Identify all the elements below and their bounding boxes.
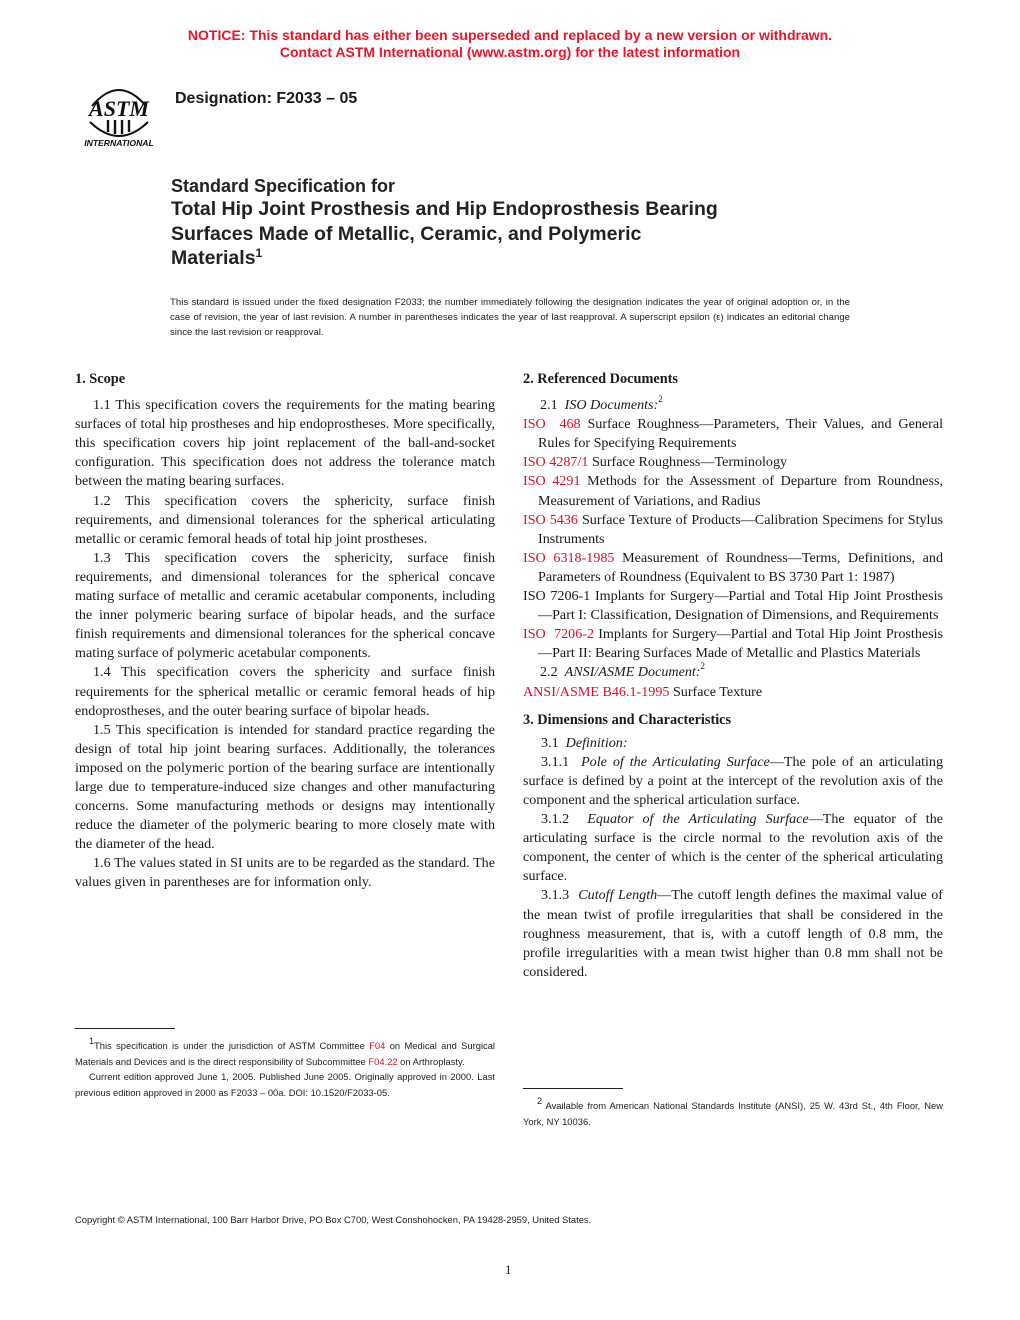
copyright: Copyright © ASTM International, 100 Barr Harbor Drive, PO Box C700, West Conshohocken, PA 19428-2959, United States. xyxy=(75,1214,592,1225)
title-line-3: Surfaces Made of Metallic, Ceramic, and Polymeric xyxy=(171,222,642,245)
dimensions-heading: 3. Dimensions and Characteristics xyxy=(523,711,732,728)
issued-statement: This standard is issued under the fixed designation F2033; the number immediately following the designation indicates the year of original adoption or, in the case of revision, the year of last revision. A number in parentheses indicates the year of last reapproval. A superscript epsilon (ε) indicates an editorial change since the last revision or reapproval. xyxy=(170,297,850,339)
astm-logo xyxy=(78,76,160,148)
link-iso-6318[interactable]: ISO 6318-1985 xyxy=(523,549,615,566)
page-number: 1 xyxy=(505,1262,512,1277)
notice-line-2: Contact ASTM International (www.astm.org) for the latest information xyxy=(279,44,741,60)
link-f04-22[interactable]: F04.22 xyxy=(368,1055,398,1067)
link-ansi-b46[interactable]: ANSI/ASME B46.1-1995 xyxy=(523,683,670,700)
definition-label: 3.1 Definition: xyxy=(541,734,628,751)
title-line-2: Total Hip Joint Prosthesis and Hip Endoprosthesis Bearing xyxy=(171,198,718,220)
fn1-current-edition: Current edition approved June 1, 2005. Published June 2005. Originally approved in 2000. Last previous edition approved in 2000 as F2033 – 00a. DOI: 10.1520/F2033-05. xyxy=(75,1071,495,1098)
link-iso-4291[interactable]: ISO 4291 xyxy=(523,473,581,490)
scope-para-1-2: 1.2 This specification covers the sphericity, surface finish requirements, and dimensional tolerances for the spherical articulating metallic or ceramic femoral heads of total hip joint prostheses. xyxy=(75,492,495,547)
withdrawal-notice xyxy=(0,27,1020,61)
def-3-1-2: 3.1.2 Equator of the Articulating Surface—The equator of the articulating surface is the circle normal to the revolution axis of the component, the center of which is the center of the spherical articulating surface. xyxy=(523,811,944,885)
ref-ansi-b46: ANSI/ASME B46.1-1995 Surface Texture xyxy=(523,683,763,700)
fn1-mark: 1 xyxy=(89,1036,95,1046)
link-iso-7206-2[interactable]: ISO 7206-2 xyxy=(523,626,595,643)
document-title xyxy=(171,175,891,271)
right-column xyxy=(523,370,943,982)
footnote-2: $^2$ Available from American National Standards Institute (ANSI), 25 W. 43rd St., 4th Floor, New York, NY 10036. xyxy=(523,1096,944,1127)
ref-iso-6318: ISO 6318-1985 Measurement of Roundness—Terms, Definitions, and Parameters of Roundness (Equivalent to BS 3730 Part 1: 1987) xyxy=(523,549,944,585)
scope-para-1-1: 1.1 This specification covers the requirements for the mating bearing surfaces of total hip prostheses and hip endoprostheses. More specifically, this specification covers hip joint replacement of the ball-and-socket configuration. This specification does not address the tolerance match between the mating bearing surfaces. xyxy=(75,397,495,490)
scope-para-1-6: 1.6 The values stated in SI units are to be regarded as the standard. The values given in parentheses are for information only. xyxy=(75,855,495,891)
scope-heading: 1. Scope xyxy=(75,371,126,387)
scope-para-1-5: 1.5 This specification is intended for standard practice regarding the design of total hip joint bearing surfaces. Additionally, the tolerances imposed on the polymeric portion of the bearing surface are intentionally large due to temperature-induced size changes and other manufacturing concerns. Some manufacturing methods or designs may intentionally reduce the diameter of the polymeric bearing to more closely mate with the diameter of the head. xyxy=(75,721,495,853)
ref-iso-468: ISO 468 Surface Roughness—Parameters, Their Values, and General Rules for Specifying Requirements xyxy=(523,416,943,452)
scope-para-1-3: 1.3 This specification covers the sphericity, surface finish requirements, and dimensional tolerances for the spherical concave mating surface of metallic and ceramic acetabular components, including the inner polymeric bearing surface of bipolar heads, and the surface finish requirements and dimensional tolerances for the spherical concave mating surface of polymeric acetabular components. xyxy=(75,549,495,662)
ref-iso-7206-2: ISO 7206-2 Implants for Surgery—Partial and Total Hip Joint Prosthesis—Part II: Bearing Surfaces Made of Metallic and Plastics Materials xyxy=(523,626,944,662)
def-3-1-3: 3.1.3 Cutoff Length—The cutoff length defines the maximal value of the mean twist of profile irregularities that shall be considered in the roughness measurement, that is, with a cutoff length of 0.8 mm, the profile irregularities with a mean twist higher than 0.8 mm shall not be considered. xyxy=(523,887,943,980)
designation: Designation: F2033 – 05 xyxy=(175,90,358,107)
iso-documents-label: 2.1 ISO Documents:$^2$ xyxy=(540,394,663,414)
fn2-mark: 2 xyxy=(537,1096,543,1106)
referenced-heading: 2. Referenced Documents xyxy=(523,371,678,387)
ref-iso-7206-1: ISO 7206-1 Implants for Surgery—Partial and Total Hip Joint Prosthesis—Part I: Classification, Designation of Dimensions, and Requirements xyxy=(523,588,943,624)
ref-iso-5436: ISO 5436 Surface Texture of Products—Calibration Specimens for Stylus Instruments xyxy=(523,511,944,547)
footnote-1: $^1$This specification is under the jurisdiction of ASTM Committee F04 on Medical and Surgical Materials and Devices and is the direct responsibility of Subcommittee F04.22 on Arthroplasty. Current edition approved June 1, 2005. Published June 2005. Originally approved in 2000. Last previous edition approved in 2000 as F2033 – 00a. DOI: 10.1520/F2033-05. xyxy=(75,1038,495,1100)
title-footnote-mark: 1 xyxy=(255,246,263,260)
left-column xyxy=(75,370,495,893)
link-f04[interactable]: F04 xyxy=(369,1040,386,1051)
ref-iso-4287: ISO 4287/1 Surface Roughness—Terminology xyxy=(523,454,788,471)
logo-subtext: INTERNATIONAL xyxy=(84,138,154,148)
footnote-rule-right xyxy=(523,1088,623,1089)
ansi-document-label: 2.2 ANSI/ASME Document:$^2$ xyxy=(540,661,705,681)
footnote-rule-left xyxy=(75,1028,175,1029)
logo-text: ASTM xyxy=(89,96,149,121)
def-3-1-1: 3.1.1 Pole of the Articulating Surface—The pole of an articulating surface is defined by a point at the intercept of the revolution axis of the component and the spherical articulation surface. xyxy=(523,753,944,808)
scope-para-1-4: 1.4 This specification covers the sphericity and surface finish requirements for the spherical metallic or ceramic femoral heads of hip endoprostheses, and the outer bearing surface of bipolar heads. xyxy=(75,664,495,719)
notice-line-1: NOTICE: This standard has either been superseded and replaced by a new version or withdrawn. xyxy=(187,27,833,43)
link-iso-4287[interactable]: ISO 4287/1 xyxy=(523,454,589,471)
ref-iso-4291: ISO 4291 Methods for the Assessment of Departure from Roundness, Measurement of Variations, and Radius xyxy=(523,473,943,509)
link-iso-5436[interactable]: ISO 5436 xyxy=(523,511,578,528)
title-line-1: Standard Specification for xyxy=(171,176,396,196)
title-line-4: Materials xyxy=(171,247,256,269)
link-iso-468[interactable]: ISO 468 xyxy=(523,416,581,433)
